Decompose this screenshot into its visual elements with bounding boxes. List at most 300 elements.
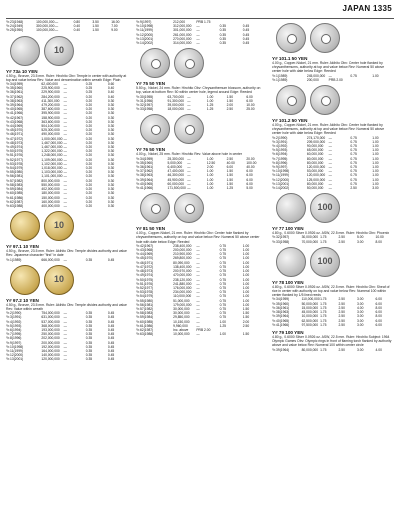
table-cell: Yr.53(1978) xyxy=(136,290,154,295)
table-cell: — xyxy=(187,160,191,165)
table-cell: 0.45 xyxy=(107,315,115,320)
table-cell: 754,000,000 xyxy=(41,311,60,316)
table-cell: 1.00 xyxy=(206,169,214,174)
table-cell: Yr.1(1989) xyxy=(6,257,22,262)
table-cell: Yr.36(1961) xyxy=(136,165,154,170)
coin-images-50yen-a xyxy=(140,48,266,78)
table-cell: 1.00 xyxy=(206,181,214,186)
table-cell: 1.50 xyxy=(226,94,234,99)
table-cell: — xyxy=(187,156,191,161)
table-cell: Yr.41(1966) xyxy=(272,322,290,327)
coin-reverse-image xyxy=(174,114,204,144)
table-cell: 0.30 xyxy=(107,174,115,179)
table-cell: Yr.11(1999) xyxy=(136,28,153,33)
table-row xyxy=(272,240,394,244)
table-cell: Yr.10(1998) xyxy=(6,344,24,349)
table-cell: 0.35 xyxy=(85,323,93,328)
table-cell: PRB 2.00 xyxy=(328,77,343,82)
table-cell: 12.50 xyxy=(206,160,216,165)
table-cell: 1.75 xyxy=(320,347,327,352)
table-cell: Yr.38(1963) xyxy=(272,310,290,315)
table-cell: 200,970,000 xyxy=(173,269,192,274)
table-cell: — xyxy=(63,107,67,112)
table-cell: 1.00 xyxy=(372,139,379,144)
table-cell: — xyxy=(187,186,191,191)
table-cell: — xyxy=(187,181,191,186)
table-cell: Inc. above xyxy=(173,327,189,332)
table-cell: 9,960,000 xyxy=(173,323,188,328)
coin-obverse-image xyxy=(276,23,306,53)
table-cell: 10,000,000 xyxy=(301,314,319,319)
table-cell: 229,900,000 xyxy=(41,90,60,95)
table-cell: 0.30 xyxy=(107,128,115,133)
table-cell: 0.45 xyxy=(107,357,115,362)
table-row xyxy=(272,323,394,327)
table-cell: 1,101,000,000 xyxy=(41,174,63,179)
table-cell: 140,000,000 xyxy=(41,353,60,358)
table-cell: 1.25 xyxy=(206,103,214,108)
table-cell: 1.00 xyxy=(206,98,214,103)
table-cell: 120,000,000 xyxy=(306,165,326,170)
table-cell: 0.20 xyxy=(85,103,93,108)
coin-obverse-image xyxy=(140,114,170,144)
table-cell: 1.00 xyxy=(242,294,250,299)
table-cell: 0.20 xyxy=(85,178,93,183)
table-cell: Yr.37(1962) xyxy=(136,169,154,174)
table-cell: — xyxy=(63,357,67,362)
table-cell: Yr.58(1983) xyxy=(136,311,154,316)
table-cell: 97,500,000 xyxy=(301,322,319,327)
coin-obverse-image xyxy=(276,247,306,277)
table-cell: 2.50 xyxy=(226,107,234,112)
table-cell: — xyxy=(196,306,200,311)
table-cell: PRB 1.75 xyxy=(196,20,211,24)
table-cell: 53,000,000 xyxy=(306,169,324,174)
table-cell: 0.30 xyxy=(107,98,115,103)
table-cell: — xyxy=(187,165,191,170)
table-cell: 0.45 xyxy=(107,336,115,341)
col3-sec4-rows xyxy=(272,297,394,326)
table-cell: Yr.24(1949) xyxy=(6,24,24,29)
table-cell: 0.35 xyxy=(85,336,93,341)
table-cell: 1.00 xyxy=(242,302,250,307)
table-cell: 2.00 xyxy=(206,165,214,170)
table-cell: Yr.52(1977) xyxy=(6,157,24,162)
table-cell: 0.20 xyxy=(85,94,93,99)
table-cell: 0.20 xyxy=(85,107,93,112)
table-cell: Yr.49(1974) xyxy=(136,273,154,278)
table-cell: 1.00 xyxy=(372,181,379,186)
table-cell: 234,000,000 xyxy=(173,290,192,295)
table-cell: 238,400,000 xyxy=(173,243,192,248)
table-cell: Yr.13(2001) xyxy=(6,357,24,362)
coin-obverse-image xyxy=(140,193,170,223)
table-cell: 1.75 xyxy=(320,318,327,323)
table-cell: Yr.54(1979) xyxy=(136,294,154,299)
table-cell: 15,000,000 xyxy=(301,305,319,310)
table-cell: 0.20 xyxy=(85,157,93,162)
table-cell: Yr.23(1948) xyxy=(6,20,24,24)
table-cell: 202,000,000 xyxy=(41,336,60,341)
table-cell: 0.20 xyxy=(85,199,93,204)
table-cell: 0.20 xyxy=(85,174,93,179)
table-cell: — xyxy=(63,332,67,337)
table-cell: 200,000 xyxy=(306,77,319,82)
table-cell: Yr.1(1989) xyxy=(272,73,288,78)
table-cell: 1.75 xyxy=(320,239,327,244)
table-cell: 0.30 xyxy=(107,145,115,150)
table-cell: 0.40 xyxy=(107,86,115,91)
table-cell: 6.00 xyxy=(375,318,382,323)
table-cell: — xyxy=(196,319,200,324)
table-cell: 0.75 xyxy=(350,169,357,174)
table-cell: 0.35 xyxy=(85,319,93,324)
page-header xyxy=(0,4,400,18)
section-description: 4.50 g., Bronze, 23.5 mm. Ruler: Hirohito Obv: Temple in center with authority at top and value below Rev: Value and denomination within wreath Edge: Plain xyxy=(6,73,127,82)
table-cell: Yr.38(1963) xyxy=(136,173,154,178)
table-cell: — xyxy=(63,111,67,116)
table-cell: — xyxy=(328,156,332,161)
table-cell: 270,000,000 xyxy=(173,36,192,41)
table-cell: 5.00 xyxy=(357,235,364,240)
table-cell: 0.20 xyxy=(85,149,93,154)
table-cell: 1.00 xyxy=(242,260,250,265)
table-cell: — xyxy=(187,98,191,103)
table-cell: Yr.43(1968) xyxy=(136,248,154,253)
coin-images-10yen-b xyxy=(10,211,130,241)
table-cell: Yr.57(1982) xyxy=(136,306,154,311)
table-cell: 631,000,000 xyxy=(41,315,60,320)
table-cell: 18,000,000 xyxy=(167,107,185,112)
table-cell: — xyxy=(63,344,67,349)
table-cell: — xyxy=(63,340,67,345)
table-cell: 0.30 xyxy=(107,157,115,162)
table-cell: 0.75 xyxy=(219,302,226,307)
table-cell: — xyxy=(328,181,332,186)
table-cell: 1.75 xyxy=(320,297,327,302)
table-cell: Yr.35(1960) xyxy=(272,301,290,306)
table-cell: — xyxy=(196,243,200,248)
table-cell: 0.75 xyxy=(219,281,226,286)
section-heading: Y# 101.1 50 YEN xyxy=(272,56,308,61)
table-cell: 0.35 xyxy=(85,257,93,262)
table-cell: — xyxy=(63,136,67,141)
coin-images-100yen-a xyxy=(276,193,394,223)
section-heading: Y# 97.2 10 YEN xyxy=(6,297,39,303)
table-cell: Yr.40(1965) xyxy=(6,107,24,112)
table-cell: 60,000,000 xyxy=(167,181,185,186)
section-heading: Y# 76 50 YEN xyxy=(136,147,166,153)
table-cell: 5.00 xyxy=(246,186,253,191)
table-cell: 100,000,000 xyxy=(36,20,55,24)
table-cell: Yr.46(1971) xyxy=(6,132,24,137)
table-cell: — xyxy=(63,94,67,99)
table-cell: 1.50 xyxy=(226,169,234,174)
table-cell: 0.20 xyxy=(85,115,93,120)
table-cell: — xyxy=(196,273,200,278)
table-cell: 0.45 xyxy=(242,36,250,41)
table-cell: 0.30 xyxy=(107,187,115,192)
table-cell: 368,000,000 xyxy=(41,323,60,328)
table-cell: 0.75 xyxy=(219,252,226,257)
table-cell: Yr.42(1967) xyxy=(136,243,154,248)
table-cell: 4.00 xyxy=(375,347,382,352)
table-cell: 245,000,000 xyxy=(306,73,326,78)
table-cell: — xyxy=(196,248,200,253)
table-cell: — xyxy=(328,165,332,170)
table-cell: — xyxy=(187,94,191,99)
table-cell: 3.00 xyxy=(357,314,364,319)
table-cell: 0.20 xyxy=(85,195,93,200)
table-cell: 65,000,000 xyxy=(306,148,324,153)
table-cell: 3.00 xyxy=(372,186,379,191)
table-cell: 171,500,000 xyxy=(167,186,186,191)
table-cell: Yr.33(1958) xyxy=(272,239,290,244)
table-cell: Yr.38(1963) xyxy=(6,98,24,103)
table-cell: Yr.35(1960) xyxy=(6,86,24,91)
table-cell: 0.75 xyxy=(219,290,226,295)
table-cell: 9.00 xyxy=(111,28,118,33)
table-cell: Yr.25(1950) xyxy=(6,28,24,33)
table-cell: — xyxy=(328,169,332,174)
table-cell: Yr.59(1984) xyxy=(136,315,154,320)
table-cell: 45,900,000 xyxy=(167,177,185,182)
table-cell: Yr.39(1964) xyxy=(272,314,290,319)
table-cell: Yr.56(1981) xyxy=(136,302,154,307)
table-cell: 1.75 xyxy=(320,310,327,315)
table-cell: Yr.32(1957) xyxy=(136,103,154,108)
table-cell: — xyxy=(328,139,332,144)
table-cell: Yr.40(1965) xyxy=(136,181,154,186)
table-cell: 0.75 xyxy=(350,156,357,161)
table-cell: 40.00 xyxy=(226,160,235,165)
table-cell: Yr.6(1994) xyxy=(272,152,288,157)
table-cell: 209,000,000 xyxy=(306,139,326,144)
section-heading: Y# 81 50 YEN xyxy=(136,226,166,232)
section-heading: Y# 97.1 10 YEN xyxy=(6,244,39,250)
table-row xyxy=(136,107,266,111)
table-cell: 80,090,000 xyxy=(173,260,190,265)
table-cell: 300,000,000 xyxy=(36,24,55,29)
table-cell: 0.25 xyxy=(85,90,93,95)
table-cell: 1.00 xyxy=(242,277,250,282)
table-cell: Yr.9(1997) xyxy=(6,340,22,345)
table-cell: — xyxy=(196,269,200,274)
table-cell: 125,000,000 xyxy=(306,177,326,182)
table-cell: 0.35 xyxy=(85,340,93,345)
table-cell: Yr.39(1964) xyxy=(136,177,154,182)
table-cell: — xyxy=(328,186,332,191)
table-cell: Yr.3(1991) xyxy=(6,315,22,320)
table-cell: 1.25 xyxy=(219,323,226,328)
col1-sec3-rows xyxy=(6,311,130,361)
table-cell: Yr.45(1970) xyxy=(136,256,154,261)
table-cell: 1.50 xyxy=(242,332,250,337)
table-cell: — xyxy=(63,157,67,162)
table-cell: 91,300,000 xyxy=(167,98,185,103)
table-cell: 400,000,000 xyxy=(41,203,60,208)
table-cell: — xyxy=(63,140,67,145)
table-cell: Yr.12(2000) xyxy=(6,353,24,358)
table-cell: Yr.46(1971) xyxy=(136,260,154,265)
table-cell: 1.50 xyxy=(242,306,250,311)
table-cell: 1.00 xyxy=(372,73,379,78)
table-cell: 1.00 xyxy=(242,243,250,248)
table-cell: — xyxy=(187,173,191,178)
table-cell: 0.75 xyxy=(350,148,357,153)
col3-sec2-rows xyxy=(272,136,394,191)
table-cell: 1.25 xyxy=(226,186,234,191)
table-cell: 200,000,000 xyxy=(41,340,60,345)
table-cell: 0.35 xyxy=(85,348,93,353)
table-cell: 0.35 xyxy=(85,327,93,332)
table-cell: 110,000,000 xyxy=(173,294,192,299)
table-cell: — xyxy=(63,161,67,166)
table-cell: — xyxy=(63,103,67,108)
table-cell: 0.45 xyxy=(107,353,115,358)
table-cell: — xyxy=(63,315,67,320)
table-cell: — xyxy=(328,135,332,140)
table-cell: Yr.60(1985) xyxy=(136,319,154,324)
table-cell: 0.30 xyxy=(107,191,115,196)
table-cell: 1.00 xyxy=(372,152,379,157)
table-cell: 1.00 xyxy=(372,160,379,165)
table-cell: 1.00 xyxy=(372,165,379,170)
table-cell: 0.75 xyxy=(219,260,226,265)
table-cell: 2.00 xyxy=(226,103,234,108)
table-cell: 0.20 xyxy=(85,132,93,137)
table-cell: 1.00 xyxy=(372,135,379,140)
table-cell: 6.00 xyxy=(246,98,253,103)
table-cell: 800,000,000 xyxy=(41,178,60,183)
coin-images-10yen-c xyxy=(10,265,130,295)
table-cell: — xyxy=(63,187,67,192)
table-cell: — xyxy=(196,24,200,29)
table-cell: 1.25 xyxy=(206,107,214,112)
col1-sec2-rows xyxy=(6,258,130,262)
table-cell: Yr.37(1962) xyxy=(6,94,24,99)
table-cell: 0.30 xyxy=(107,119,115,124)
section-description: 4.00 g., Copper-Nickel, 21 mm. Ruler: Akihito Obv: Center hole flanked by chrysanthemums, authority at top and value below Rev: Numeral 50 above center hole with date below Edge: Reeded xyxy=(272,61,385,74)
table-cell: — xyxy=(63,86,67,91)
table-cell: 0.75 xyxy=(350,135,357,140)
table-cell: 60,000,000 xyxy=(306,152,324,157)
table-cell: 504,100,000 xyxy=(41,124,60,129)
table-cell: 1.00 xyxy=(242,298,250,303)
table-cell: 0.20 xyxy=(85,203,93,208)
table-cell: 51,000,000 xyxy=(173,298,190,303)
table-cell: Yr.48(1973) xyxy=(6,140,24,145)
table-cell: Yr.34(1959) xyxy=(136,156,154,161)
table-cell: Yr.10(1998) xyxy=(272,169,290,174)
coin-obverse-image xyxy=(10,211,40,241)
table-cell: 0.75 xyxy=(219,264,226,269)
table-cell: — xyxy=(63,128,67,133)
table-cell: — xyxy=(63,195,67,200)
table-cell: 0.40 xyxy=(73,28,81,33)
table-cell: 0.20 xyxy=(85,170,93,175)
coin-reverse-image: 10 xyxy=(44,211,74,241)
table-row xyxy=(136,332,266,336)
table-cell: — xyxy=(328,160,332,165)
table-cell: — xyxy=(63,336,67,341)
table-cell: Yr.10(1998) xyxy=(136,24,154,29)
section-description: 4.00 g., Copper-Nickel, 21 mm. Ruler: Akihito Obv: Center hole flanked by chrysanthemums, authority at top and value below Rev: Numeral 50 above center hole with date below Edge: Reeded xyxy=(272,123,385,136)
table-cell: Yr.40(1965) xyxy=(272,318,290,323)
coin-obverse-image xyxy=(10,265,40,295)
table-cell: 2.50 xyxy=(338,235,345,240)
table-cell: — xyxy=(63,257,67,262)
table-cell: — xyxy=(63,203,67,208)
section-description: 4.50 g., Bronze, 23.5 mm. Ruler: Akihito Obv: Temple divides authority and value Rev: Japanese character "first" in date xyxy=(6,249,127,258)
table-cell: 1.00 xyxy=(242,285,250,290)
table-cell: — xyxy=(196,28,200,33)
table-cell: — xyxy=(187,103,191,108)
table-cell: 0.45 xyxy=(107,340,115,345)
table-cell: Yr.53(1978) xyxy=(6,161,24,166)
table-cell: 2.50 xyxy=(338,297,345,302)
table-cell: 470,000,000 xyxy=(173,273,192,278)
table-cell: — xyxy=(63,348,67,353)
table-cell: 10.00 xyxy=(375,235,384,240)
table-cell: Yr.62(1987) xyxy=(136,327,154,332)
table-cell: 164,000,000 xyxy=(41,348,60,353)
table-cell: 0.75 xyxy=(219,294,226,299)
table-cell: 2.50 xyxy=(338,310,345,315)
table-cell: 0.75 xyxy=(350,73,357,78)
table-cell: 6.00 xyxy=(375,310,382,315)
table-cell: 192,000,000 xyxy=(41,344,60,349)
table-cell: 6.00 xyxy=(246,94,253,99)
table-cell: Yr.7(1995) xyxy=(6,332,22,337)
section-description: 4.80 g., 0.6000 Silver 0.0926 oz. ASW, 22.5 mm. Ruler: Hirohito Subject: 1964 Olympic Games Obv: Olympic rings in front of flaming torch flanked by authority above and value below Rev: Numeral 100 within center circle xyxy=(272,334,392,348)
table-row xyxy=(6,28,130,32)
table-cell: 0.35 xyxy=(219,24,226,29)
table-cell: 2.50 xyxy=(338,305,345,310)
table-cell: 179,000,000 xyxy=(173,302,192,307)
table-cell: Yr.57(1982) xyxy=(6,178,24,183)
table-cell: 1.00 xyxy=(242,264,250,269)
col2-sec2-rows xyxy=(136,157,266,191)
table-cell: 2.50 xyxy=(338,318,345,323)
table-cell: Yr.44(1969) xyxy=(6,124,24,129)
table-cell: Yr.11(1999) xyxy=(6,348,23,353)
table-cell: 1,322,000,000 xyxy=(41,149,63,154)
table-cell: Yr.36(1961) xyxy=(6,90,24,95)
table-cell: 1.50 xyxy=(242,311,250,316)
table-cell: 80,000,000 xyxy=(306,181,324,186)
table-cell: 30,000,000 xyxy=(301,235,319,240)
table-cell: — xyxy=(328,152,332,157)
table-cell: 0.75 xyxy=(350,152,357,157)
table-cell: 80,000,000 xyxy=(306,160,324,165)
coin-reverse-image: 10 xyxy=(44,36,74,66)
col3-sec3-rows xyxy=(272,235,394,243)
table-cell: Yr.35(1960) xyxy=(136,160,154,165)
table-cell: — xyxy=(187,177,191,182)
table-cell: 525,300,000 xyxy=(41,128,60,133)
table-cell: 0.20 xyxy=(85,161,93,166)
table-cell: — xyxy=(63,132,67,137)
table-cell: 1.00 xyxy=(206,186,214,191)
table-cell: — xyxy=(196,32,200,37)
table-cell: 0.30 xyxy=(107,161,115,166)
col1-sec1-rows xyxy=(6,82,130,208)
table-cell: Yr.2(1990) xyxy=(6,311,22,316)
table-cell: 6.00 xyxy=(246,169,253,174)
table-cell: 1.50 xyxy=(92,24,99,29)
table-cell: 3.00 xyxy=(357,310,364,315)
